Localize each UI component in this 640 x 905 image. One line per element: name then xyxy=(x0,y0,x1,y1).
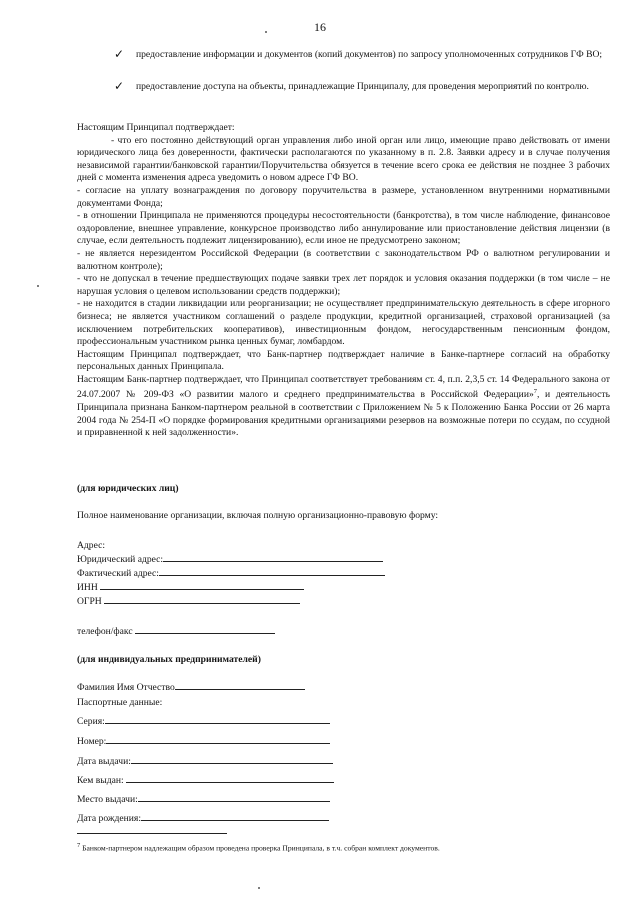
ip-header: (для индивидуальных предпринимателей) xyxy=(77,654,261,665)
scan-speck xyxy=(258,887,260,889)
series-line[interactable] xyxy=(105,714,330,724)
bank-paragraph xyxy=(77,374,610,440)
checkmark-icon: ✓ xyxy=(114,47,125,61)
checklist-item xyxy=(114,47,612,62)
field-label: телефон/факс xyxy=(77,626,133,637)
number-field[interactable] xyxy=(77,734,330,747)
issued-by-line[interactable] xyxy=(126,773,334,783)
issue-date-line[interactable] xyxy=(131,754,333,764)
confirm-intro: Настоящим Принципал подтверждает: xyxy=(77,122,235,133)
legal-address-line[interactable] xyxy=(163,552,383,562)
birth-date-line[interactable] xyxy=(141,811,329,821)
field-label: Дата рождения: xyxy=(77,813,141,824)
fio-field[interactable] xyxy=(77,680,305,693)
field-label: Фактический адрес: xyxy=(77,568,159,579)
checklist-text: предоставление доступа на объекты, принадлежащие Принципалу, для проведения мероприятий по контролю. xyxy=(136,81,589,92)
field-label: ИНН xyxy=(77,582,98,593)
footnote xyxy=(77,842,440,853)
legal-address-field[interactable] xyxy=(77,552,383,565)
checklist-text: предоставление информации и документов (копий документов) по запросу уполномоченных сотрудников ГФ ВО; xyxy=(136,49,603,60)
scan-speck xyxy=(265,31,267,33)
confirmation-section xyxy=(77,122,610,440)
field-label: Юридический адрес: xyxy=(77,554,164,565)
ogrn-field[interactable] xyxy=(77,594,300,607)
footnote-number: 7 xyxy=(77,842,81,849)
fio-line[interactable] xyxy=(175,680,305,690)
legal-fullname-label: Полное наименование организации, включая полную организационно-правовую форму: xyxy=(77,510,439,521)
birth-date-field[interactable] xyxy=(77,811,329,824)
actual-address-field[interactable] xyxy=(77,566,385,579)
checkmark-icon: ✓ xyxy=(114,79,125,93)
issue-place-field[interactable] xyxy=(77,792,330,805)
series-field[interactable] xyxy=(77,714,330,727)
page-number: 16 xyxy=(314,20,326,34)
address-label: Адрес: xyxy=(77,540,106,551)
consent-paragraph: Настоящим Принципал подтверждает, что Банк-партнер подтверждает наличие в Банке-партнере согласий на обработку персональных данных Принципала. xyxy=(77,348,610,373)
confirm-item: - в отношении Принципала не применяются процедуры несостоятельности (банкротства), в том числе наблюдение, финансовое оздоровление, внешнее управление, конкурсное производство либо аннулирование или приостановление действия лицензии (в случае, если деятельность подлежит лицензированию), если иное не предусмотрено законом; xyxy=(77,210,610,247)
issue-place-line[interactable] xyxy=(138,792,330,802)
confirm-item: - согласие на уплату вознаграждения по договору поручительства в размере, установленном внутренними нормативными документами Фонда; xyxy=(77,184,610,209)
issued-by-field[interactable] xyxy=(77,773,334,786)
field-label: ОГРН xyxy=(77,596,102,607)
phone-line[interactable] xyxy=(135,624,275,634)
checklist-item xyxy=(114,79,612,94)
confirm-item-address: - что его постоянно действующий орган управления либо иной орган или лицо, имеющие право действовать от имени юридического лица без доверенности, фактически располагаются по указанному в п. 2.8. Заявки адресу и в случае получения независимой гарантии/банковской гарантии/Поручительства обязуется в течение всего срока ее действия не позднее 3 рабочих дней с момента изменения адреса уведомить о новом адресе ГФ ВО. xyxy=(77,134,610,184)
bank-paragraph-part-b: , и деятельность Принципала признана Банком-партнером реальной в соответствии с Приложением № 5 к Положению Банка России от 26 марта 2004 года № 254-П «О порядке формирования кредитными организациями резервов на возможные потери по ссудам, по ссудной и приравненной к ней задолженности». xyxy=(77,389,610,439)
field-label: Номер: xyxy=(77,736,107,747)
ogrn-line[interactable] xyxy=(104,594,300,604)
confirm-item: - не находится в стадии ликвидации или реорганизации; не осуществляет предпринимательскую деятельность в сфере игорного бизнеса; не является участником соглашений о разделе продукции, кредитной организацией, страховой организацией (за исключением потребительских кооперативов), инвестиционным фондом, негосударственным пенсионным фондом, профессиональным участником рынка ценных бумаг, ломбардом. xyxy=(77,298,610,348)
confirm-item: - что не допускал в течение предшествующих подаче заявки трех лет порядок и условия оказания поддержки (в том числе – не нарушая условия о целевом использовании средств поддержки); xyxy=(77,273,610,297)
legal-entity-header: (для юридических лиц) xyxy=(77,483,179,494)
phone-field[interactable] xyxy=(77,624,275,637)
footnote-ref: 7 xyxy=(533,388,538,396)
number-line[interactable] xyxy=(106,734,330,744)
field-label: Дата выдачи: xyxy=(77,756,131,767)
field-label: Серия: xyxy=(77,716,105,727)
field-label: Кем выдан: xyxy=(77,775,124,786)
inn-field[interactable] xyxy=(77,580,304,593)
bank-paragraph-part-a: Настоящим Банк-партнер подтверждает, что Принципал соответствует требованиям ст. 4, п.п. 2,3,5 ст. 14 Федерального закона от 24.07.2007 № 209-ФЗ «О развитии малого и среднего предпринимательства в Российской Федерации» xyxy=(77,373,610,401)
inn-line[interactable] xyxy=(100,580,304,590)
field-label: Место выдачи: xyxy=(77,794,138,805)
scan-speck xyxy=(37,285,39,287)
actual-address-line[interactable] xyxy=(159,566,385,576)
confirm-item: - не является нерезидентом Российской Федерации (в соответствии с законодательством РФ о валютном регулировании и валютном контроле); xyxy=(77,247,610,272)
field-label: Фамилия Имя Отчество xyxy=(77,682,175,693)
passport-label: Паспортные данные: xyxy=(77,697,163,708)
footnote-divider xyxy=(77,833,227,834)
issue-date-field[interactable] xyxy=(77,754,333,767)
footnote-text: Банком-партнером надлежащим образом проведена проверка Принципала, в т.ч. собран комплект документов. xyxy=(82,843,440,853)
